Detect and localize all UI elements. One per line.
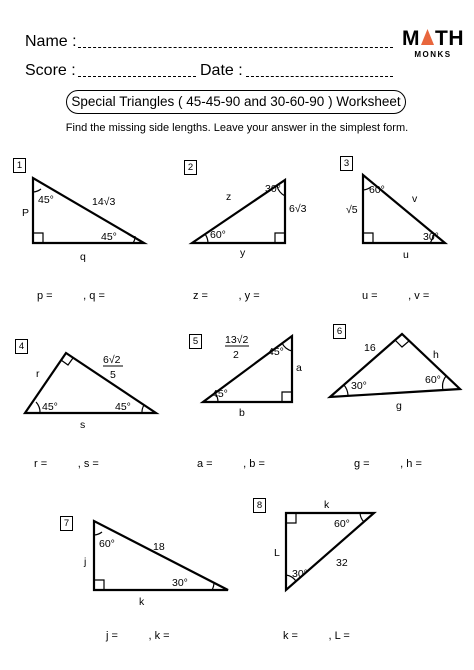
t3-side-u: u <box>403 249 409 261</box>
t3-side-left: √5 <box>346 204 358 216</box>
t5-angle-left: 45° <box>212 388 228 400</box>
t3-side-v: v <box>412 193 418 205</box>
t5-fraction-numerator: 13√2 <box>225 334 249 346</box>
t2-side-y: y <box>240 247 246 259</box>
answer-5[interactable]: a = , b = <box>197 458 265 470</box>
date-label: Date : <box>200 62 243 79</box>
t6-side-16: 16 <box>364 342 376 354</box>
t4-angle-left: 45° <box>42 401 58 413</box>
t5-side-b: b <box>239 407 245 419</box>
t7-side-18: 18 <box>153 541 165 553</box>
t5-fraction-denominator: 2 <box>233 349 239 361</box>
problem-number-6: 6 <box>333 324 346 339</box>
t5-angle-top: 45° <box>268 346 284 358</box>
t7-angle-top: 60° <box>99 538 115 550</box>
t3-angle-top: 60° <box>369 184 385 196</box>
t4-side-s: s <box>80 419 86 431</box>
t8-angle-bottom: 30° <box>292 568 308 580</box>
score-label: Score : <box>25 62 76 79</box>
answer-3[interactable]: u = , v = <box>362 290 430 302</box>
t8-side-k: k <box>324 499 330 511</box>
t1-side-q: q <box>80 251 86 263</box>
t3-angle-right: 30° <box>423 231 439 243</box>
t2-angle-left: 60° <box>210 229 226 241</box>
answer-7[interactable]: j = , k = <box>106 630 170 642</box>
t4-fraction-denominator: 5 <box>110 369 116 381</box>
t6-side-g: g <box>396 400 402 412</box>
problem-number-5: 5 <box>189 334 202 349</box>
t1-angle-top: 45° <box>38 194 54 206</box>
problem-number-2: 2 <box>184 160 197 175</box>
problem-number-3: 3 <box>340 156 353 171</box>
t8-side-L: L <box>274 547 280 559</box>
answer-8[interactable]: k = , L = <box>283 630 350 642</box>
worksheet-title: Special Triangles ( 45-45-90 and 30-60-90 ) Worksheet <box>66 90 406 114</box>
t4-fraction-numerator: 6√2 <box>103 354 121 366</box>
answer-1[interactable]: p = , q = <box>37 290 105 302</box>
problem-number-8: 8 <box>253 498 266 513</box>
t4-side-r: r <box>36 368 40 380</box>
t2-side-z: z <box>226 191 232 203</box>
t6-side-h: h <box>433 349 439 361</box>
t1-hypotenuse: 14√3 <box>92 196 116 208</box>
t2-angle-top: 30° <box>265 183 281 195</box>
instructions: Find the missing side lengths. Leave your answer in the simplest form. <box>65 122 409 134</box>
triangle-6 <box>330 334 460 397</box>
logo-letters-th: TH <box>435 27 464 50</box>
t7-side-j: j <box>84 556 87 568</box>
t5-side-a: a <box>296 362 302 374</box>
t1-side-p: P <box>22 207 30 219</box>
t4-angle-right: 45° <box>115 401 131 413</box>
t6-angle-left: 30° <box>351 380 367 392</box>
t2-side-right: 6√3 <box>289 203 307 215</box>
t7-side-k: k <box>139 596 145 608</box>
t6-angle-right: 60° <box>425 374 441 386</box>
triangle-7 <box>94 521 228 590</box>
logo-subtitle: MONKS <box>414 50 452 59</box>
answer-2[interactable]: z = , y = <box>193 290 260 302</box>
t8-angle-top: 60° <box>334 518 350 530</box>
t7-angle-right: 30° <box>172 577 188 589</box>
problem-number-7: 7 <box>60 516 73 531</box>
t8-side-32: 32 <box>336 557 348 569</box>
t1-angle-bottom: 45° <box>101 231 117 243</box>
problem-number-1: 1 <box>13 158 26 173</box>
problem-number-4: 4 <box>15 339 28 354</box>
answer-6[interactable]: g = , h = <box>354 458 422 470</box>
triangle-1 <box>33 178 144 243</box>
name-label: Name : <box>25 33 77 50</box>
logo-letter-m: M <box>402 27 420 50</box>
answer-4[interactable]: r = , s = <box>34 458 99 470</box>
